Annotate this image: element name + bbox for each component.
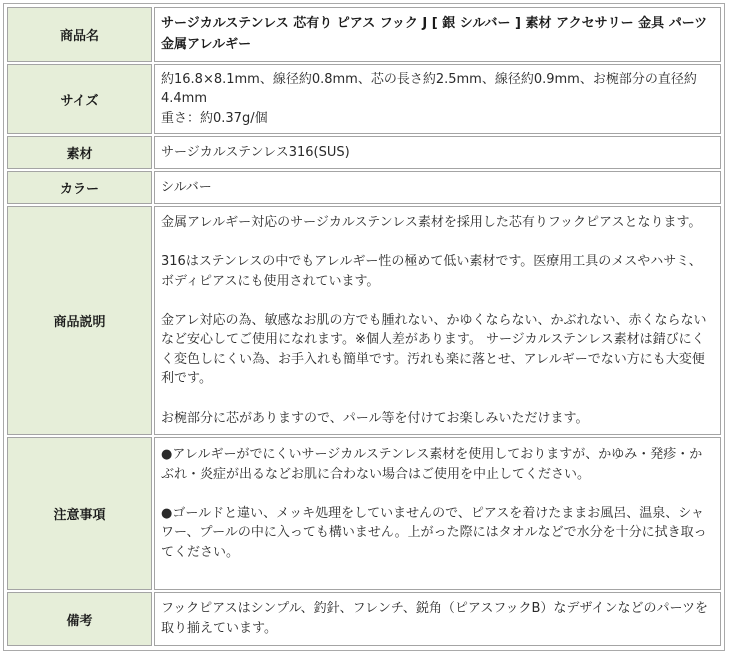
size-weight-text: 重さ：約0.37g/個	[161, 110, 268, 126]
value-material	[154, 136, 721, 169]
color-text: シルバー	[161, 179, 212, 195]
value-product-name	[154, 7, 721, 62]
label-material: 素材	[7, 136, 152, 169]
product-info-table	[3, 3, 725, 651]
label-size: サイズ	[7, 64, 152, 134]
caution-item: ●ゴールドと違い、メッキ処理をしていませんので、ピアスを着けたままお風呂、温泉、シャワー、プールの中に入っても構いません。上がった際にはタオルなどで水分を十分に拭き取ってください。	[161, 505, 707, 560]
caution-item: ●アレルギーがでにくいサージカルステンレス素材を使用しておりますが、かゆみ・発疹・かぶれ・炎症が出るなどお肌に合わない場合はご使用を中止してください。	[161, 446, 703, 482]
value-cautions	[154, 437, 721, 590]
label-remarks: 備考	[7, 592, 152, 646]
value-color	[154, 171, 721, 204]
description-paragraph: 316はステンレスの中でもアレルギー性の極めて低い素材です。医療用工具のメスやハサミ、ボディピアスにも使用されています。	[161, 253, 702, 289]
value-size	[154, 64, 721, 134]
label-product-name: 商品名	[7, 7, 152, 62]
description-paragraph: 金アレ対応の為、敏感なお肌の方でも腫れない、かゆくならない、かぶれない、赤くならない など安心してご使用になれます。※個人差があります。 サージカルステンレス素材は錆びにくく変色しにくい為、お手入れも簡単です。汚れも楽に落とせ、アレルギーでない方にも大変便利です。	[161, 312, 707, 387]
product-info-grid	[7, 7, 721, 647]
value-remarks	[154, 592, 721, 646]
value-description	[154, 206, 721, 435]
label-description: 商品説明	[7, 206, 152, 435]
label-cautions: 注意事項	[7, 437, 152, 590]
description-paragraph: 金属アレルギー対応のサージカルステンレス素材を採用した芯有りフックピアスとなります。	[161, 214, 702, 230]
remarks-text: フックピアスはシンプル、釣針、フレンチ、鋭角（ピアスフックB）なデザインなどのパーツを取り揃えています。	[161, 601, 708, 636]
material-text: サージカルステンレス316(SUS)	[161, 144, 350, 160]
description-paragraph: お椀部分に芯がありますので、パール等を付けてお楽しみいただけます。	[161, 410, 589, 426]
product-name-text: サージカルステンレス 芯有り ピアス フック J [ 銀 シルバー ] 素材 アクセサリー 金具 パーツ 金属アレルギー	[161, 16, 708, 52]
label-color: カラー	[7, 171, 152, 204]
size-dimensions-text: 約16.8×8.1mm、線径約0.8mm、芯の長さ約2.5mm、線径約0.9mm、お椀部分の直径約4.4mm	[161, 71, 697, 107]
